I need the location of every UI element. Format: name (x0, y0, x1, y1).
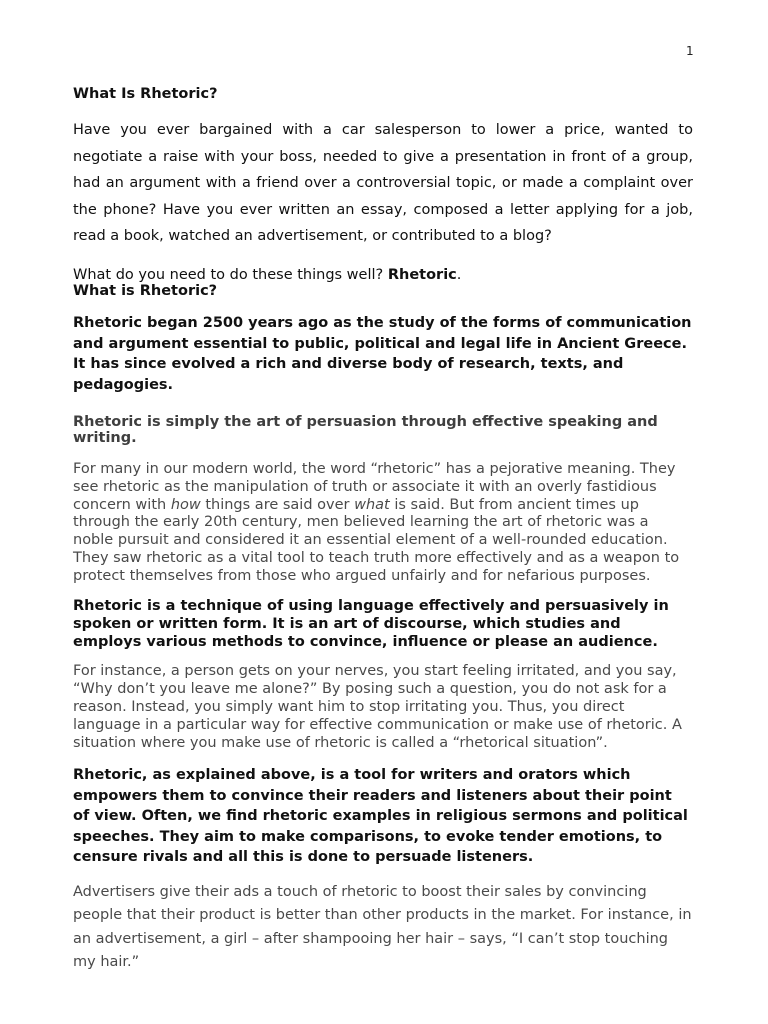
definition-lead: Rhetoric is simply the art of persuasion through effective speaking and writing. (73, 414, 658, 447)
history-paragraph: Rhetoric began 2500 years ago as the study of the forms of communication and argument essential to public, political and legal life in Ancient Greece. It has since evolved a rich and diverse body of research, texts, and pedagogies. (73, 314, 692, 393)
pejorative-part2: things are said over (200, 496, 355, 513)
example-paragraph: For instance, a person gets on your nerves, you start feeling irritated, and you say, “Why don’t you leave me alone?” By posing such a question, you do not ask for a reason. Instead, you simply want him to stop irritating you. Thus, you direct language in a particular way for effective communication or make use of rhetoric. A situation where you make use of rhetoric is called a “rhetorical situation”. (73, 663, 682, 752)
pejorative-em-how: how (170, 496, 201, 513)
tool-paragraph: Rhetoric, as explained above, is a tool for writers and orators which empowers them to convince their readers and listeners about their point of view. Often, we find rhetoric examples in religious sermons and political speeches. They aim to make comparisons, to evoke tender emotions, to censure rivals and all this is done to persuade listeners. (73, 767, 688, 866)
question-text: What do you need to do these things well? (73, 266, 388, 283)
question-end: . (456, 266, 462, 283)
pejorative-part3: is said. But from ancient times up through the early 20th century, men believed learning the art of rhetoric was a noble pursuit and considered it an essential element of a well-rounded education. They saw rhetoric as a vital tool to teach truth more effectively and as a weapon to protect themselves from those who argued unfairly and for nefarious purposes. (73, 496, 680, 584)
document-body (73, 86, 693, 975)
technique-paragraph: Rhetoric is a technique of using language effectively and persuasively in spoken or written form. It is an art of discourse, which studies and employs various methods to convince, influence or please an audience. (73, 598, 669, 651)
page-number: 1 (686, 44, 694, 58)
pejorative-part1: For many in our modern world, the word “rhetoric” has a pejorative meaning. They see rhetoric as the manipulation of truth or associate it with an overly fastidious concern with (73, 461, 676, 513)
pejorative-paragraph (73, 461, 693, 585)
section-heading-2: What is Rhetoric? (73, 282, 218, 299)
intro-paragraph: Have you ever bargained with a car salesperson to lower a price, wanted to negotiate a raise with your boss, needed to give a presentation in front of a group, had an argument with a friend over a controversial topic, or made a complaint over the phone? Have you ever written an essay, composed a letter applying for a job, read a book, watched an advertisement, or contributed to a blog? (73, 122, 693, 245)
advertisers-paragraph: Advertisers give their ads a touch of rhetoric to boost their sales by convincing people that their product is better than other products in the market. For instance, in an advertisement, a girl – after shampooing her hair – says, “I can’t stop touching my hair.” (73, 883, 692, 971)
question-answer: Rhetoric (387, 266, 457, 283)
question-paragraph (73, 267, 693, 283)
pejorative-em-what: what (354, 496, 390, 513)
section-heading: What Is Rhetoric? (73, 86, 218, 102)
